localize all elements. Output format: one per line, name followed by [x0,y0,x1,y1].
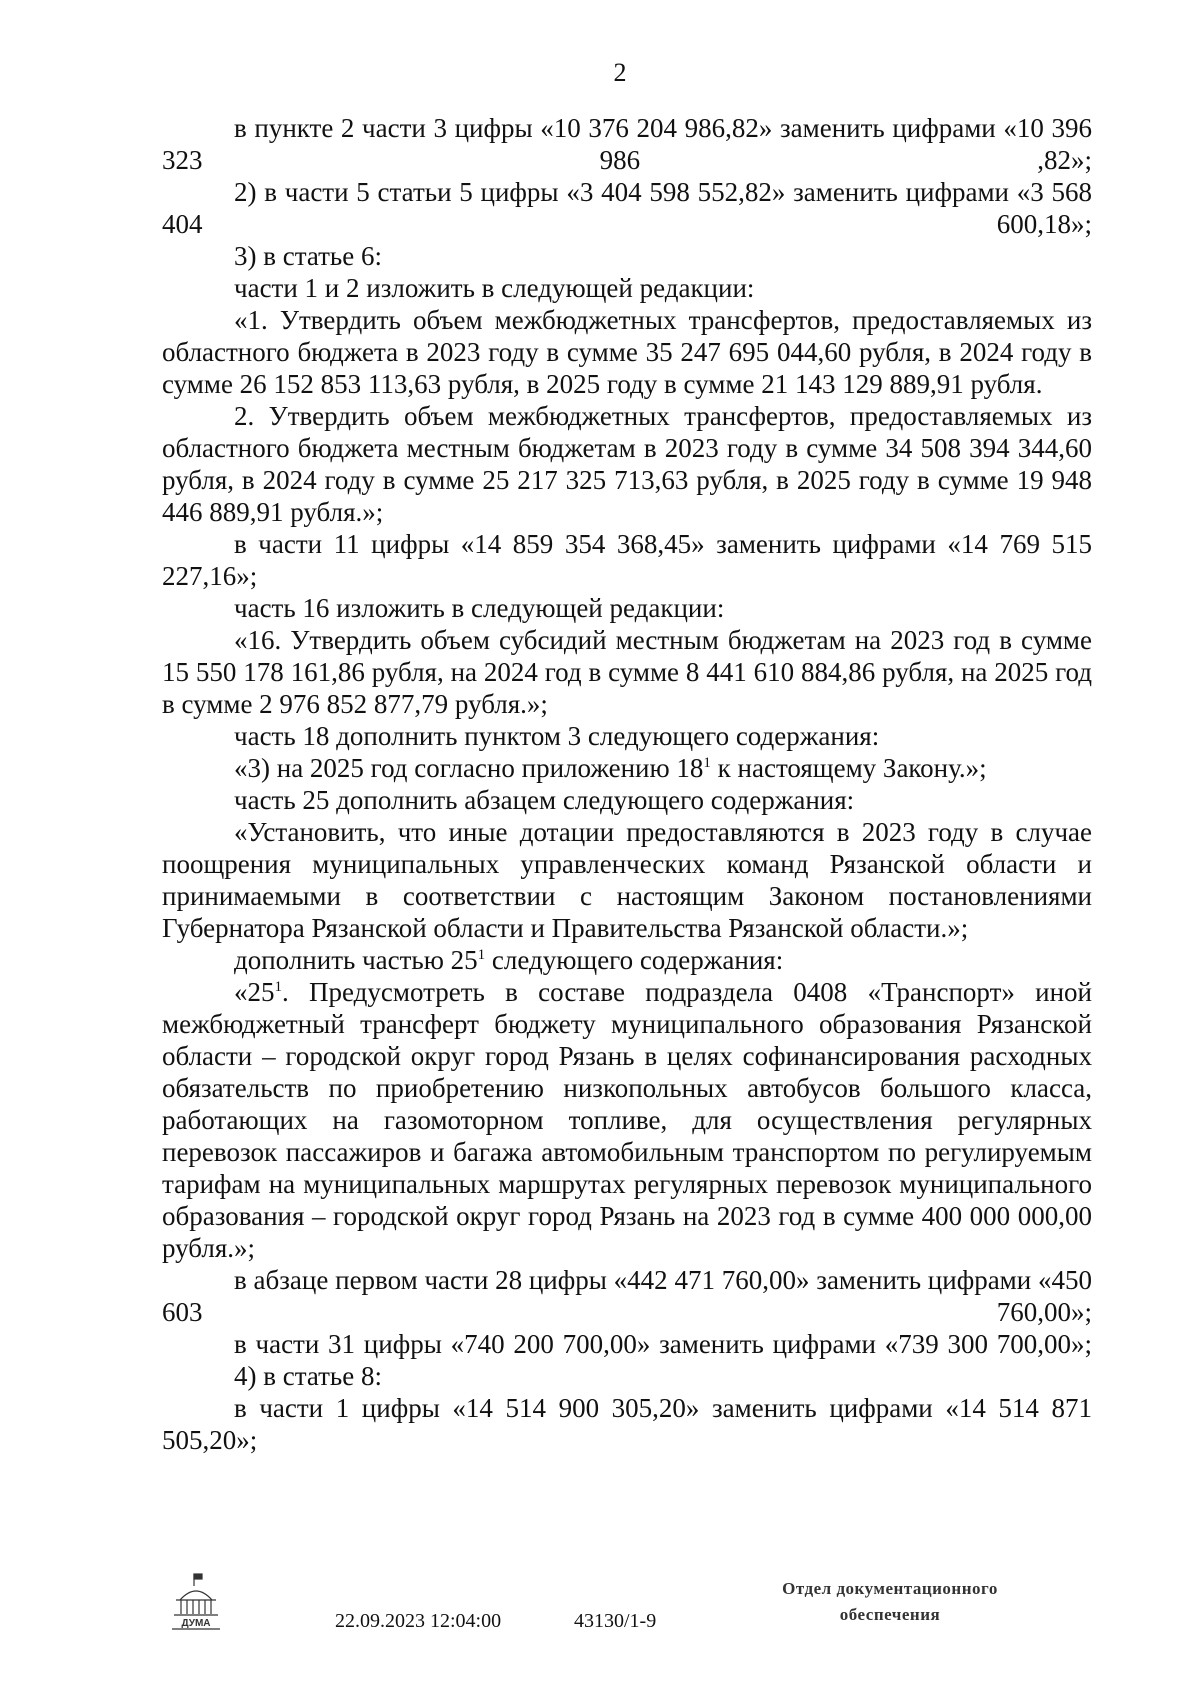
paragraph-text-before: дополнить частью 25 [234,945,478,975]
document-body [162,112,1092,1456]
duma-logo-icon [170,1572,222,1632]
paragraph-part-2-text: 2. Утвердить объем межбюджетных трансфертов, предоставляемых из областного бюджета местным бюджетам в 2023 году в сумме 34 508 394 344,60 рубля, в 2024 году в сумме 25 217 325 713,63 рубля, в 2025 году в сумме 19 948 446 889,91 рубля.»; [162,401,1092,527]
logo-text: ДУМА [181,1618,211,1629]
footer-department-line-1: Отдел документационного [782,1579,998,1598]
footer-datetime: 22.09.2023 12:04:00 [335,1610,502,1632]
paragraph-item-3-2: в пункте 2 части 3 цифры «10 376 204 986,82» заменить цифрами «10 396 323 986 ,82»; [162,113,1092,175]
paragraph-parts-1-2-intro: части 1 и 2 изложить в следующей редакции: [234,273,755,303]
paragraph-text-before: «25 [234,977,275,1007]
paragraph-part-25-text: «Установить, что иные дотации предоставляются в 2023 году в случае поощрения муниципальных управленческих команд Рязанской области и принимаемыми в соответствии с настоящим Законом постановлениями Губернатора Рязанской области и Правительства Рязанской области.»; [162,817,1092,943]
page-number: 2 [613,58,627,87]
paragraph-text-after: следующего содержания: [485,945,784,975]
paragraph-part-25-intro: часть 25 дополнить абзацем следующего содержания: [234,785,855,815]
footer-department-line-2: обеспечения [839,1605,941,1624]
paragraph-article-8-part-1: в части 1 цифры «14 514 900 305,20» заменить цифрами «14 514 871 505,20»; [162,1393,1092,1455]
paragraph-part-16-text: «16. Утвердить объем субсидий местным бюджетам на 2023 год в сумме 15 550 178 161,86 рубля, на 2024 год в сумме 8 441 610 884,86 рубля, на 2025 год в сумме 2 976 852 877,79 рубля.»; [162,625,1092,719]
superscript: 1 [477,947,486,963]
paragraph-part-28: в абзаце первом части 28 цифры «442 471 760,00» заменить цифрами «450 603 760,00»; [162,1265,1092,1327]
superscript: 1 [703,755,711,771]
paragraph-article-8-heading: 4) в статье 8: [234,1361,382,1391]
paragraph-part-31: в части 31 цифры «740 200 700,00» заменить цифрами «739 300 700,00»; [234,1329,1092,1359]
paragraph-part-11: в части 11 цифры «14 859 354 368,45» заменить цифрами «14 769 515 227,16»; [162,529,1092,591]
paragraph-text-after: к настоящему Закону.»; [710,753,987,783]
paragraph-part-25-1-text [162,976,1092,1264]
paragraph-text-after: . Предусмотреть в составе подраздела 0408 «Транспорт» иной межбюджетный трансферт бюджету муниципального образования Рязанской области – городской округ город Рязань в целях софинансирования расходных обязательств по приобретению низкопольных автобусов большого класса, работающих на газомоторном топливе, для осуществления регулярных перевозок пассажиров и багажа автомобильным транспортом по регулируемым тарифам на муниципальных маршрутах регулярных перевозок муниципального образования – городской округ город Рязань на 2023 год в сумме 400 000 000,00 рубля.»; [162,977,1092,1263]
paragraph-article-6-heading: 3) в статье 6: [234,241,382,271]
paragraph-part-16-intro: часть 16 изложить в следующей редакции: [234,593,725,623]
paragraph-part-18-text [162,752,1092,784]
superscript: 1 [274,979,282,995]
paragraph-part-1-text: «1. Утвердить объем межбюджетных трансфертов, предоставляемых из областного бюджета в 2023 году в сумме 35 247 695 044,60 рубля, в 2024 году в сумме 26 152 853 113,63 рубля, в 2025 году в сумме 21 143 129 889,91 рубля. [162,305,1092,399]
paragraph-text-before: «3) на 2025 год согласно приложению 18 [234,753,704,783]
paragraph-article-5: 2) в части 5 статьи 5 цифры «3 404 598 552,82» заменить цифрами «3 568 404 600,18»; [162,177,1092,239]
footer-doc-number: 43130/1-9 [574,1610,657,1632]
footer-department [740,1576,1040,1628]
paragraph-part-18-intro: часть 18 дополнить пунктом 3 следующего содержания: [234,721,880,751]
paragraph-part-25-1-intro [162,944,1092,976]
